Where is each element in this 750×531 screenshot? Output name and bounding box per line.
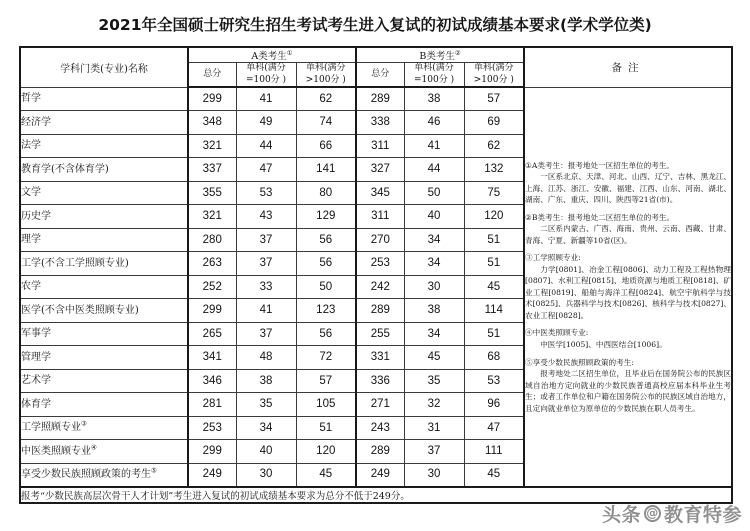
cell-b-le100: 35	[404, 369, 464, 393]
note-block	[525, 357, 731, 415]
header-b-total: 总分	[356, 63, 404, 88]
cell-a-le100: 47	[236, 158, 296, 182]
cell-b-le100: 46	[404, 111, 464, 135]
header-b-single-gt100: 单科(满分 >100分 )	[464, 63, 524, 88]
watermark-prefix: 头条	[601, 504, 641, 526]
cell-a-le100: 37	[236, 228, 296, 252]
cell-a-gt100: 50	[296, 275, 356, 299]
cell-a-le100: 34	[236, 416, 296, 440]
cell-b-le100: 45	[404, 346, 464, 370]
cell-a-total: 321	[188, 205, 236, 229]
cell-b-le100: 31	[404, 416, 464, 440]
cell-a-total: 321	[188, 134, 236, 158]
cell-b-le100: 50	[404, 181, 464, 205]
cell-b-gt100: 51	[464, 322, 524, 346]
note-text: 力学[0801]、冶金工程[0806]、动力工程及工程热物理[0807]、水利工程[0815]、地质资源与地质工程[0818]、矿业工程[0819]、船舶与海洋工程[0824]、航空宇航科学与技术[0825]、兵器科学与技术[0826]、核科学与技术[0827]、农业工程[0828]。	[525, 264, 732, 320]
note-block	[525, 252, 731, 321]
table-row	[20, 87, 732, 111]
footnote-marker: ④	[91, 443, 97, 452]
cell-b-gt100: 57	[464, 87, 524, 111]
cell-b-total: 289	[356, 299, 404, 323]
cell-a-total: 299	[188, 440, 236, 464]
cell-subject: 经济学	[20, 111, 188, 135]
cell-a-total: 337	[188, 158, 236, 182]
cell-a-le100: 40	[236, 440, 296, 464]
footnote-marker-b: ②	[454, 48, 461, 57]
cell-b-le100: 34	[404, 228, 464, 252]
cell-a-total: 253	[188, 416, 236, 440]
cell-a-le100: 38	[236, 369, 296, 393]
cell-b-le100: 34	[404, 322, 464, 346]
score-table-container	[19, 46, 731, 504]
cell-a-total: 341	[188, 346, 236, 370]
cell-b-total: 289	[356, 440, 404, 464]
cell-b-gt100: 45	[464, 275, 524, 299]
cell-subject: 医学(不含中医类照顾专业)	[20, 299, 188, 323]
cell-b-gt100: 120	[464, 205, 524, 229]
note-block	[525, 160, 731, 206]
cell-a-gt100: 74	[296, 111, 356, 135]
cell-a-gt100: 45	[296, 463, 356, 487]
page-title: 2021年全国硕士研究生招生考试考生进入复试的初试成绩基本要求(学术学位类)	[98, 16, 652, 34]
cell-subject: 享受少数民族照顾政策的考生⑤	[20, 463, 188, 487]
cell-b-total: 271	[356, 393, 404, 417]
cell-b-gt100: 53	[464, 369, 524, 393]
cell-subject: 体育学	[20, 393, 188, 417]
cell-b-gt100: 51	[464, 228, 524, 252]
note-heading: ①A类考生：报考地处一区招生单位的考生。	[525, 160, 675, 170]
watermark-at-icon: @	[644, 505, 661, 522]
cell-a-gt100: 56	[296, 228, 356, 252]
cell-a-gt100: 62	[296, 87, 356, 111]
watermark-suffix: 教育特参	[663, 504, 742, 526]
cell-b-le100: 30	[404, 275, 464, 299]
cell-b-gt100: 51	[464, 252, 524, 276]
note-heading: ④中医类照顾专业:	[525, 328, 589, 338]
cell-a-total: 346	[188, 369, 236, 393]
cell-a-total: 299	[188, 87, 236, 111]
cell-b-total: 253	[356, 252, 404, 276]
cell-b-total: 243	[356, 416, 404, 440]
cell-b-total: 289	[356, 87, 404, 111]
footnote-marker: ⑤	[151, 466, 157, 475]
header-row-group	[20, 47, 732, 63]
note-text: 二区系内蒙古、广西、海南、贵州、云南、西藏、甘肃、青海、宁夏、新疆等10省(区)。	[525, 224, 732, 245]
cell-a-gt100: 56	[296, 252, 356, 276]
table-header	[20, 47, 732, 87]
cell-b-le100: 38	[404, 299, 464, 323]
cell-a-le100: 30	[236, 463, 296, 487]
header-a-single-gt100: 单科(满分 >100分 )	[296, 63, 356, 88]
cell-subject: 管理学	[20, 346, 188, 370]
cell-b-total: 345	[356, 181, 404, 205]
cell-a-gt100: 51	[296, 416, 356, 440]
cell-a-total: 249	[188, 463, 236, 487]
cell-a-total: 252	[188, 275, 236, 299]
cell-b-total: 242	[356, 275, 404, 299]
cell-notes	[524, 87, 732, 487]
cell-a-total: 281	[188, 393, 236, 417]
cell-b-gt100: 45	[464, 463, 524, 487]
cell-b-total: 255	[356, 322, 404, 346]
note-heading: ⑤享受少数民族照顾政策的考生:	[525, 357, 634, 367]
note-heading: ③工学照顾专业:	[525, 253, 581, 263]
table-footnote: 报考“少数民族高层次骨干人才计划”考生进入复试的初试成绩基本要求为总分不低于249分。	[20, 487, 732, 503]
cell-subject: 历史学	[20, 205, 188, 229]
cell-a-gt100: 141	[296, 158, 356, 182]
cell-subject: 中医类照顾专业④	[20, 440, 188, 464]
cell-subject: 教育学(不含体育学)	[20, 158, 188, 182]
cell-a-gt100: 57	[296, 369, 356, 393]
cell-b-total: 336	[356, 369, 404, 393]
cell-a-le100: 37	[236, 252, 296, 276]
note-text: 中医学[1005]、中西医结合[1006]。	[540, 340, 667, 349]
cell-a-le100: 41	[236, 299, 296, 323]
header-a-single-le100: 单科(满分 =100分 )	[236, 63, 296, 88]
cell-b-le100: 38	[404, 87, 464, 111]
cell-a-le100: 43	[236, 205, 296, 229]
cell-a-total: 348	[188, 111, 236, 135]
header-subject-column: 学科门类(专业)名称	[20, 47, 188, 87]
cell-b-gt100: 68	[464, 346, 524, 370]
cell-a-total: 355	[188, 181, 236, 205]
cell-b-le100: 44	[404, 158, 464, 182]
cell-subject: 农学	[20, 275, 188, 299]
header-group-a: A类考生①	[188, 47, 356, 63]
cell-subject: 文学	[20, 181, 188, 205]
cell-b-gt100: 132	[464, 158, 524, 182]
cell-subject: 哲学	[20, 87, 188, 111]
cell-b-gt100: 75	[464, 181, 524, 205]
cell-a-gt100: 123	[296, 299, 356, 323]
cell-b-le100: 37	[404, 440, 464, 464]
cell-b-total: 338	[356, 111, 404, 135]
cell-a-le100: 53	[236, 181, 296, 205]
watermark	[602, 500, 742, 527]
cell-b-gt100: 47	[464, 416, 524, 440]
cell-subject: 理学	[20, 228, 188, 252]
cell-a-le100: 49	[236, 111, 296, 135]
cell-b-total: 311	[356, 205, 404, 229]
cell-a-le100: 33	[236, 275, 296, 299]
cell-a-gt100: 66	[296, 134, 356, 158]
cell-a-gt100: 80	[296, 181, 356, 205]
cell-a-gt100: 72	[296, 346, 356, 370]
cell-a-gt100: 56	[296, 322, 356, 346]
cell-a-le100: 37	[236, 322, 296, 346]
header-a-total: 总分	[188, 63, 236, 88]
cell-b-gt100: 111	[464, 440, 524, 464]
cell-subject: 法学	[20, 134, 188, 158]
cell-b-total: 327	[356, 158, 404, 182]
cell-b-gt100: 69	[464, 111, 524, 135]
note-heading: ②B类考生：报考地处二区招生单位的考生。	[525, 212, 675, 222]
note-text: 报考地处二区招生单位，且毕业后在国务院公布的民族区域自治地方定向就业的少数民族普通高校应届本科毕业生考生；或者工作单位和户籍在国务院公布的民族区域自治地方，且定向就业单位为原单位的少数民族在职人员考生。	[525, 369, 732, 413]
header-group-b: B类考生②	[356, 47, 524, 63]
cell-b-gt100: 62	[464, 134, 524, 158]
cell-a-gt100: 129	[296, 205, 356, 229]
cell-b-le100: 34	[404, 252, 464, 276]
cell-b-le100: 40	[404, 205, 464, 229]
cell-b-gt100: 96	[464, 393, 524, 417]
cell-a-le100: 41	[236, 87, 296, 111]
cell-b-le100: 32	[404, 393, 464, 417]
cell-a-le100: 35	[236, 393, 296, 417]
note-block	[525, 327, 731, 350]
table-body	[20, 87, 732, 503]
cell-b-total: 311	[356, 134, 404, 158]
cell-b-le100: 41	[404, 134, 464, 158]
cell-subject: 工学照顾专业③	[20, 416, 188, 440]
note-text: 一区系北京、天津、河北、山西、辽宁、吉林、黑龙江、上海、江苏、浙江、安徽、福建、江西、山东、河南、湖北、湖南、广东、重庆、四川、陕西等21省(市)。	[525, 172, 732, 205]
score-requirements-table	[19, 46, 733, 504]
cell-a-total: 265	[188, 322, 236, 346]
cell-a-le100: 48	[236, 346, 296, 370]
cell-a-total: 263	[188, 252, 236, 276]
cell-a-total: 299	[188, 299, 236, 323]
footnote-marker-a: ①	[286, 48, 293, 57]
cell-a-le100: 44	[236, 134, 296, 158]
cell-subject: 工学(不含工学照顾专业)	[20, 252, 188, 276]
cell-a-gt100: 105	[296, 393, 356, 417]
cell-b-total: 249	[356, 463, 404, 487]
footnote-marker: ③	[81, 420, 87, 429]
header-b-single-le100: 单科(满分 =100分 )	[404, 63, 464, 88]
cell-b-total: 331	[356, 346, 404, 370]
cell-subject: 军事学	[20, 322, 188, 346]
cell-a-gt100: 120	[296, 440, 356, 464]
note-block	[525, 212, 731, 247]
cell-b-total: 270	[356, 228, 404, 252]
cell-subject: 艺术学	[20, 369, 188, 393]
cell-b-le100: 30	[404, 463, 464, 487]
cell-a-total: 280	[188, 228, 236, 252]
cell-b-gt100: 114	[464, 299, 524, 323]
header-notes-column: 备注	[524, 47, 732, 87]
